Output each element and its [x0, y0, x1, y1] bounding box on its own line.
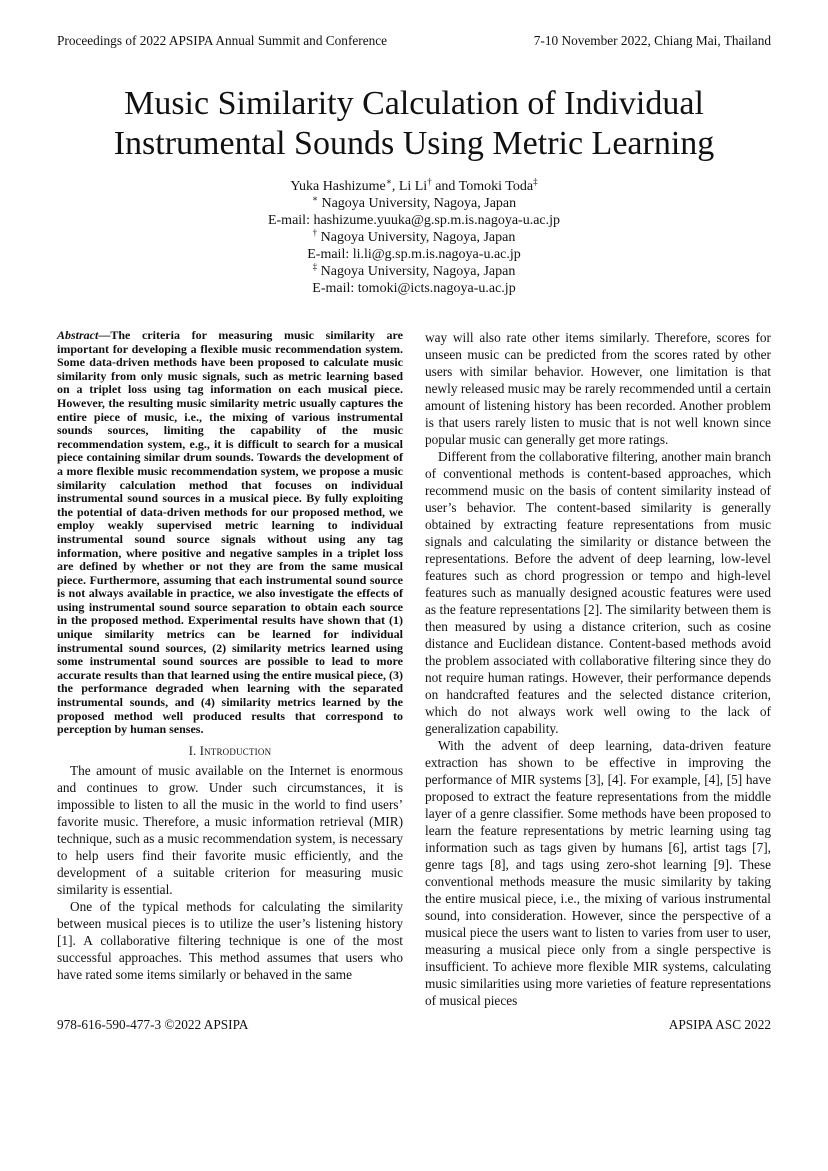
- footer-isbn: 978-616-590-477-3 ©2022 APSIPA: [57, 1017, 249, 1032]
- paper-title-line-1: Music Similarity Calculation of Individual: [124, 85, 704, 122]
- affiliation-line: [0, 195, 828, 212]
- abstract-lead: Abstract: [57, 328, 99, 342]
- author-names: [0, 178, 828, 195]
- section-heading-introduction: I. Introduction: [188, 743, 272, 758]
- body-paragraph: way will also rate other items similarly. Therefore, scores for unseen music can be predicted from the scores rated by other users with similar behavior. However, one limitation is that newly released music may be rarely recommended until a certain amount of listening history has been recorded. Another problem is that users rarely listen to music that is not well known since popular music can generally get more ratings.: [425, 330, 771, 447]
- abstract-text: —The criteria for measuring music similarity are important for developing a flexible music recommendation system. Some data-driven methods have been proposed to calculate music similarity from only music signals, such as metric learning based on a triplet loss using tag information on each musical piece. However, the resulting music similarity metric usually captures the entire piece of music, i.e., the mixing of various instrumental sounds sources, limiting the capability of the music recommendation system, e.g., it is difficult to search for a musical piece containing similar drum sounds. Towards the development of a more flexible music recommendation system, we propose a music similarity calculation method that focuses on individual instrumental sound sources in a musical piece. By fully exploiting the potential of data-driven methods for our proposed method, we employ weakly supervised metric learning to individual instrumental sound source signals without using any tag information, where positive and negative samples in a triplet loss are defined by whether or not they are from the same musical piece. Furthermore, assuming that each instrumental sound source is not always available in practice, we also investigate the effects of using instrumental sound source separation to obtain each source in the proposed method. Experimental results have shown that (1) unique similarity metrics can be learned for individual instrumental sound sources, (2) similarity metrics learned using some instrumental sound sources are possible to lead to more accurate results than that learned using the entire musical piece, (3) the performance degraded when learning with the separated instrumental sounds, and (4) similarity metrics learned by the proposed method well produced results that correspond to perception by human senses.: [57, 328, 403, 737]
- paper-title-line-2: Instrumental Sounds Using Metric Learning: [113, 125, 715, 162]
- running-header-left: Proceedings of 2022 APSIPA Annual Summit and Conference: [57, 33, 388, 48]
- affiliation-mark: ‡: [312, 261, 318, 272]
- author-name: Li Li: [398, 179, 428, 194]
- affiliation-org: Nagoya University, Nagoya, Japan: [321, 196, 517, 211]
- author-name: Tomoki Toda: [458, 179, 534, 194]
- left-column: [57, 329, 403, 983]
- body-paragraph: The amount of music available on the Internet is enormous and continues to grow. Under such circumstances, it is impossible to listen to all the music in the world to find users’ favorite music. Therefore, a music information retrieval (MIR) technique, such as a music recommendation system, is necessary to help users find their favorite music efficiently, and the development of a suitable criterion for measuring music similarity is essential.: [57, 762, 403, 897]
- author-email: E-mail: hashizume.yuuka@g.sp.m.is.nagoya-u.ac.jp: [267, 213, 561, 228]
- footer-venue: APSIPA ASC 2022: [668, 1017, 771, 1032]
- affiliation-org: Nagoya University, Nagoya, Japan: [320, 230, 516, 245]
- author-email: E-mail: tomoki@icts.nagoya-u.ac.jp: [312, 281, 516, 296]
- paper-title: [0, 84, 828, 164]
- affiliation-line: [0, 263, 828, 280]
- author-mark: ∗: [385, 176, 392, 187]
- body-paragraph: One of the typical methods for calculating the similarity between musical pieces is to utilize the user’s listening history [1]. A collaborative filtering technique is one of the most successful approaches. This method assumes that users who have rated some items similarly or behaved in the same: [57, 898, 403, 982]
- right-column: [425, 329, 771, 1009]
- affiliation-line: [0, 229, 828, 246]
- running-header-right: 7-10 November 2022, Chiang Mai, Thailand: [533, 33, 771, 48]
- abstract: [57, 329, 403, 737]
- author-block: [0, 178, 828, 297]
- author-separator: and: [431, 179, 459, 194]
- author-mark: †: [427, 176, 432, 187]
- author-mark: ‡: [533, 176, 538, 187]
- body-paragraph: Different from the collaborative filtering, another main branch of conventional methods is content-based approaches, which recommend music on the basis of content similarity instead of user’s behavior. The content-based similarity is generally obtained by extracting feature representations from music signals and calculating the similarity or distance between the representations. Before the advent of deep learning, low-level features such as chord progression or tempo and high-level features such as manually designed acoustic features were used as the feature representations [2]. The similarity between them is then measured by using a distance criterion, such as cosine distance and Euclidean distance. Content-based methods avoid the problem associated with collaborative filtering since they do not require human ratings. However, their performance depends on handcrafted features and the selected distance criterion, which do not always work well owing to the lack of generalization capability.: [425, 449, 771, 736]
- author-name: Yuka Hashizume: [290, 179, 386, 194]
- author-separator: ,: [391, 179, 399, 194]
- author-email: E-mail: li.li@g.sp.m.is.nagoya-u.ac.jp: [307, 247, 521, 262]
- affiliation-mark: ∗: [311, 193, 318, 204]
- affiliation-mark: †: [312, 227, 318, 238]
- affiliation-org: Nagoya University, Nagoya, Japan: [320, 264, 516, 279]
- body-paragraph: With the advent of deep learning, data-driven feature extraction has shown to be effective in improving the performance of MIR systems [3], [4]. For example, [4], [5] have proposed to extract the feature representations from the middle layer of a genre classifier. Some methods have been proposed to learn the feature representations by metric learning using tag information such as tags given by humans [6], artist tags [7], genre tags [8], and tags using zero-shot learning [9]. These conventional methods measure the music similarity by taking the entire musical piece, i.e., the mixing of various instrumental sound, into consideration. However, since the perspective of a musical piece the users want to listen to varies from user to user, measuring a musical piece only from a single perspective is insufficient. To achieve more flexible MIR systems, calculating music similarities using more varieties of feature representations of musical pieces: [425, 738, 771, 1008]
